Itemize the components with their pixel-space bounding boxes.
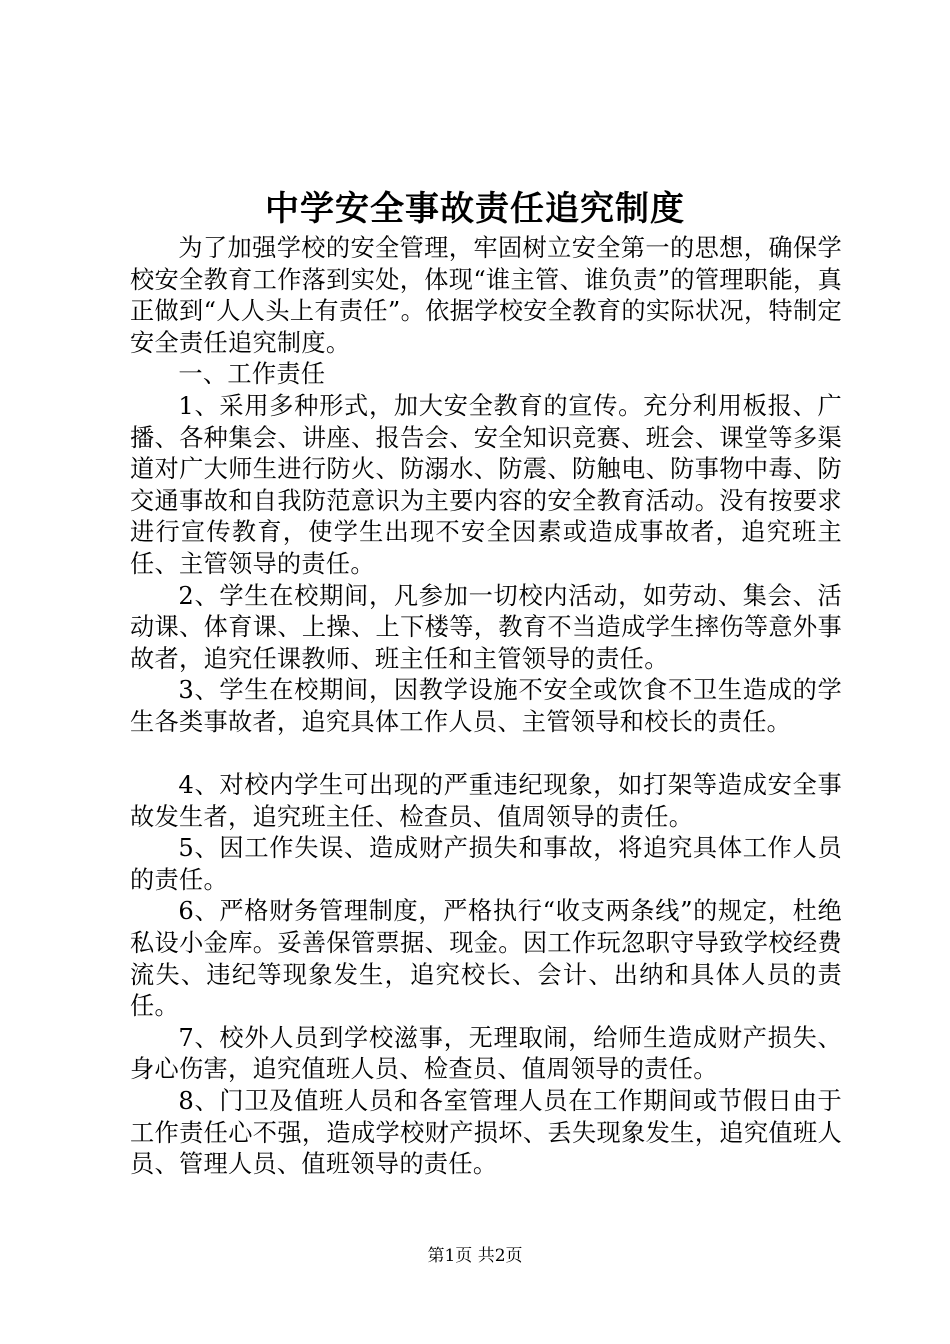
clause-6: 6、严格财务管理制度，严格执行“收支两条线”的规定，杜绝私设小金库。妥善保管票据、现金。因工作玩忽职守导致学校经费流失、违纪等现象发生，追究校长、会计、出纳和具体人员的责任。 — [130, 897, 842, 1021]
clause-5: 5、因工作失误、造成财产损失和事故，将追究具体工作人员的责任。 — [130, 834, 842, 894]
clause-1: 1、采用多种形式，加大安全教育的宣传。充分利用板报、广播、各种集会、讲座、报告会、安全知识竞赛、班会、课堂等多渠道对广大师生进行防火、防溺水、防震、防触电、防事物中毒、防交通事故和自我防范意识为主要内容的安全教育活动。没有按要求进行宣传教育，使学生出现不安全因素或造成事故者，追究班主任、主管领导的责任。 — [130, 391, 842, 578]
clause-2: 2、学生在校期间，凡参加一切校内活动，如劳动、集会、活动课、体育课、上操、上下楼等，教育不当造成学生摔伤等意外事故者，追究任课教师、班主任和主管领导的责任。 — [130, 581, 842, 673]
clause-3: 3、学生在校期间，因教学设施不安全或饮食不卫生造成的学生各类事故者，追究具体工作人员、主管领导和校长的责任。 — [130, 676, 842, 736]
paragraph-gap — [130, 739, 842, 771]
page-footer: 第1页 共2页 — [427, 1246, 523, 1266]
clause-8: 8、门卫及值班人员和各室管理人员在工作期间或节假日由于工作责任心不强，造成学校财产损坏、丢失现象发生，追究值班人员、管理人员、值班领导的责任。 — [130, 1087, 842, 1179]
clause-4: 4、对校内学生可出现的严重违纪现象，如打架等造成安全事故发生者，追究班主任、检查员、值周领导的责任。 — [130, 771, 842, 831]
clause-7: 7、校外人员到学校滋事，无理取闹，给师生造成财产损失、身心伤害，追究值班人员、检查员、值周领导的责任。 — [130, 1023, 842, 1084]
document-body — [130, 233, 842, 1181]
intro-paragraph: 为了加强学校的安全管理，牢固树立安全第一的思想，确保学校安全教育工作落到实处，体现“谁主管、谁负责”的管理职能，真正做到“人人头上有责任”。依据学校安全教育的实际状况，特制定安全责任追究制度。 — [130, 234, 842, 357]
document-title: 中学安全事故责任追究制度 — [265, 189, 685, 229]
section-heading: 一、工作责任 — [178, 360, 326, 389]
